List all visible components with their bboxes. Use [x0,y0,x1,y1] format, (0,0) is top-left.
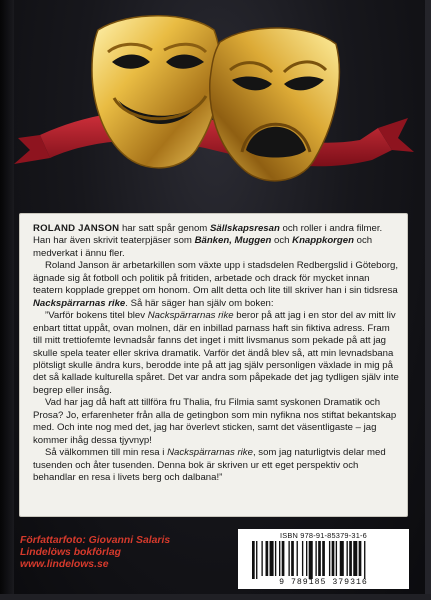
barcode-bar [256,541,257,579]
barcode-bar [364,541,365,579]
barcode-bar [288,541,289,576]
barcode-bar [315,541,316,576]
isbn-number: ISBN 978-91-85379-31-6 [280,531,367,540]
barcode-label [238,529,409,589]
barcode-bars [252,541,400,579]
barcode-bar [282,541,285,576]
play-title: Bänken, Muggen [194,235,272,247]
theatre-masks-illustration [0,0,431,215]
barcode-bar [329,541,330,576]
play-title: Knappkorgen [292,235,354,247]
cover-edge-bottom [0,594,431,600]
text-run: ”Varför bokens titel blev [45,310,148,322]
barcode-bar [279,541,280,576]
book-title: Nackspärrarnas rike [167,447,253,459]
barcode-bar [291,541,294,576]
barcode-bar [261,541,262,576]
bio-paragraph [33,260,399,310]
text-run: och [271,235,293,247]
barcode-bar [270,541,274,576]
publisher-name: Lindelöws bokförlag [20,547,122,558]
barcode-bar [322,541,325,576]
quote-paragraph [33,310,399,397]
quote-paragraph [33,447,399,484]
ean-number: 9 789185 379316 [279,578,368,587]
quote-paragraph: Vad har jag då haft att tillföra fru Thalia, fru Filmia samt syskonen Dramatik och Prosa? Jo, erfarenheter från alla de getingbon som min nyfikna nos stiftat bekantskap med. Och inte nog med det, jag har överlevt sticken, samt det väsentligaste – jag kommer ihåg dessa tjyvnyp! [33,397,397,446]
intro-paragraph [33,223,399,260]
text-run: och roller i andra filmer. Han har även skrivit teaterpjäser som [33,223,383,247]
barcode-bar [297,541,298,576]
text-run: , som jag naturligtvis delar med tusenden och åter tusenden. Denna bok är skriven ur ett eget perspektiv och behandlar en resa i livets berg och dalbana!” [33,447,386,484]
barcode-bar [252,541,255,579]
barcode-bar [306,541,307,576]
text-run: Så välkommen till min resa i [45,447,168,459]
text-run: Roland Janson är arbetarkillen som växte upp i stadsdelen Redbergslid i Göteborg, ägnade sig åt fotboll och politik på fritiden, arbetade och drack för mycket innan teatern kopplade greppet om honom. Om allt detta och lite till skriver han i sin tidsresa [33,260,399,297]
barcode-bar [349,541,352,576]
barcode-bar [353,541,357,576]
author-name: ROLAND JANSON [33,223,120,234]
barcode-bar [302,541,303,576]
credits-block [20,535,170,571]
photo-credit: Författarfoto: Giovanni Salaris [20,535,171,546]
text-run: . Så här säger han själv om boken: [125,297,274,309]
barcode-bar [340,541,344,576]
publisher-website: www.lindelows.se [20,559,109,570]
barcode-bar [332,541,335,576]
description-panel [19,213,408,517]
text-run: och medverkat i ännu fler. [33,235,373,259]
book-title: Nackspärrarnas rike [147,310,234,322]
description-text [33,223,399,485]
barcode-bar [336,541,337,576]
barcode-bar [347,541,348,576]
text-run: beror på att jag i en stor del av mitt liv enbart tittat uppåt, ovan molnen, där en inbillad parnass haft sin fiktiva adress. Fram till mitt trettiofemte levnadsår fanns det inget i mitt livsmanus som pekade på att jag skulle spela teater eller skriva dramatik. Varför det ändå blev så, att min levnadsbana plötsligt skulle ändra kurs, berodde inte på att jag själv personligen växlade in mig på det så kallade kulturella spåret. Det var andra som påpekade det jag tydligen själv inte begrep eller insåg. [33,310,399,396]
text-run: har satt spår genom [119,223,210,234]
barcode-bar [309,541,313,579]
barcode-bar [359,541,362,576]
film-title: Sällskapsresan [209,223,280,234]
barcode-bar [266,541,269,576]
barcode-bar [275,541,276,576]
book-title: Nackspärrarnas rike [33,297,126,309]
barcode-bar [318,541,321,576]
